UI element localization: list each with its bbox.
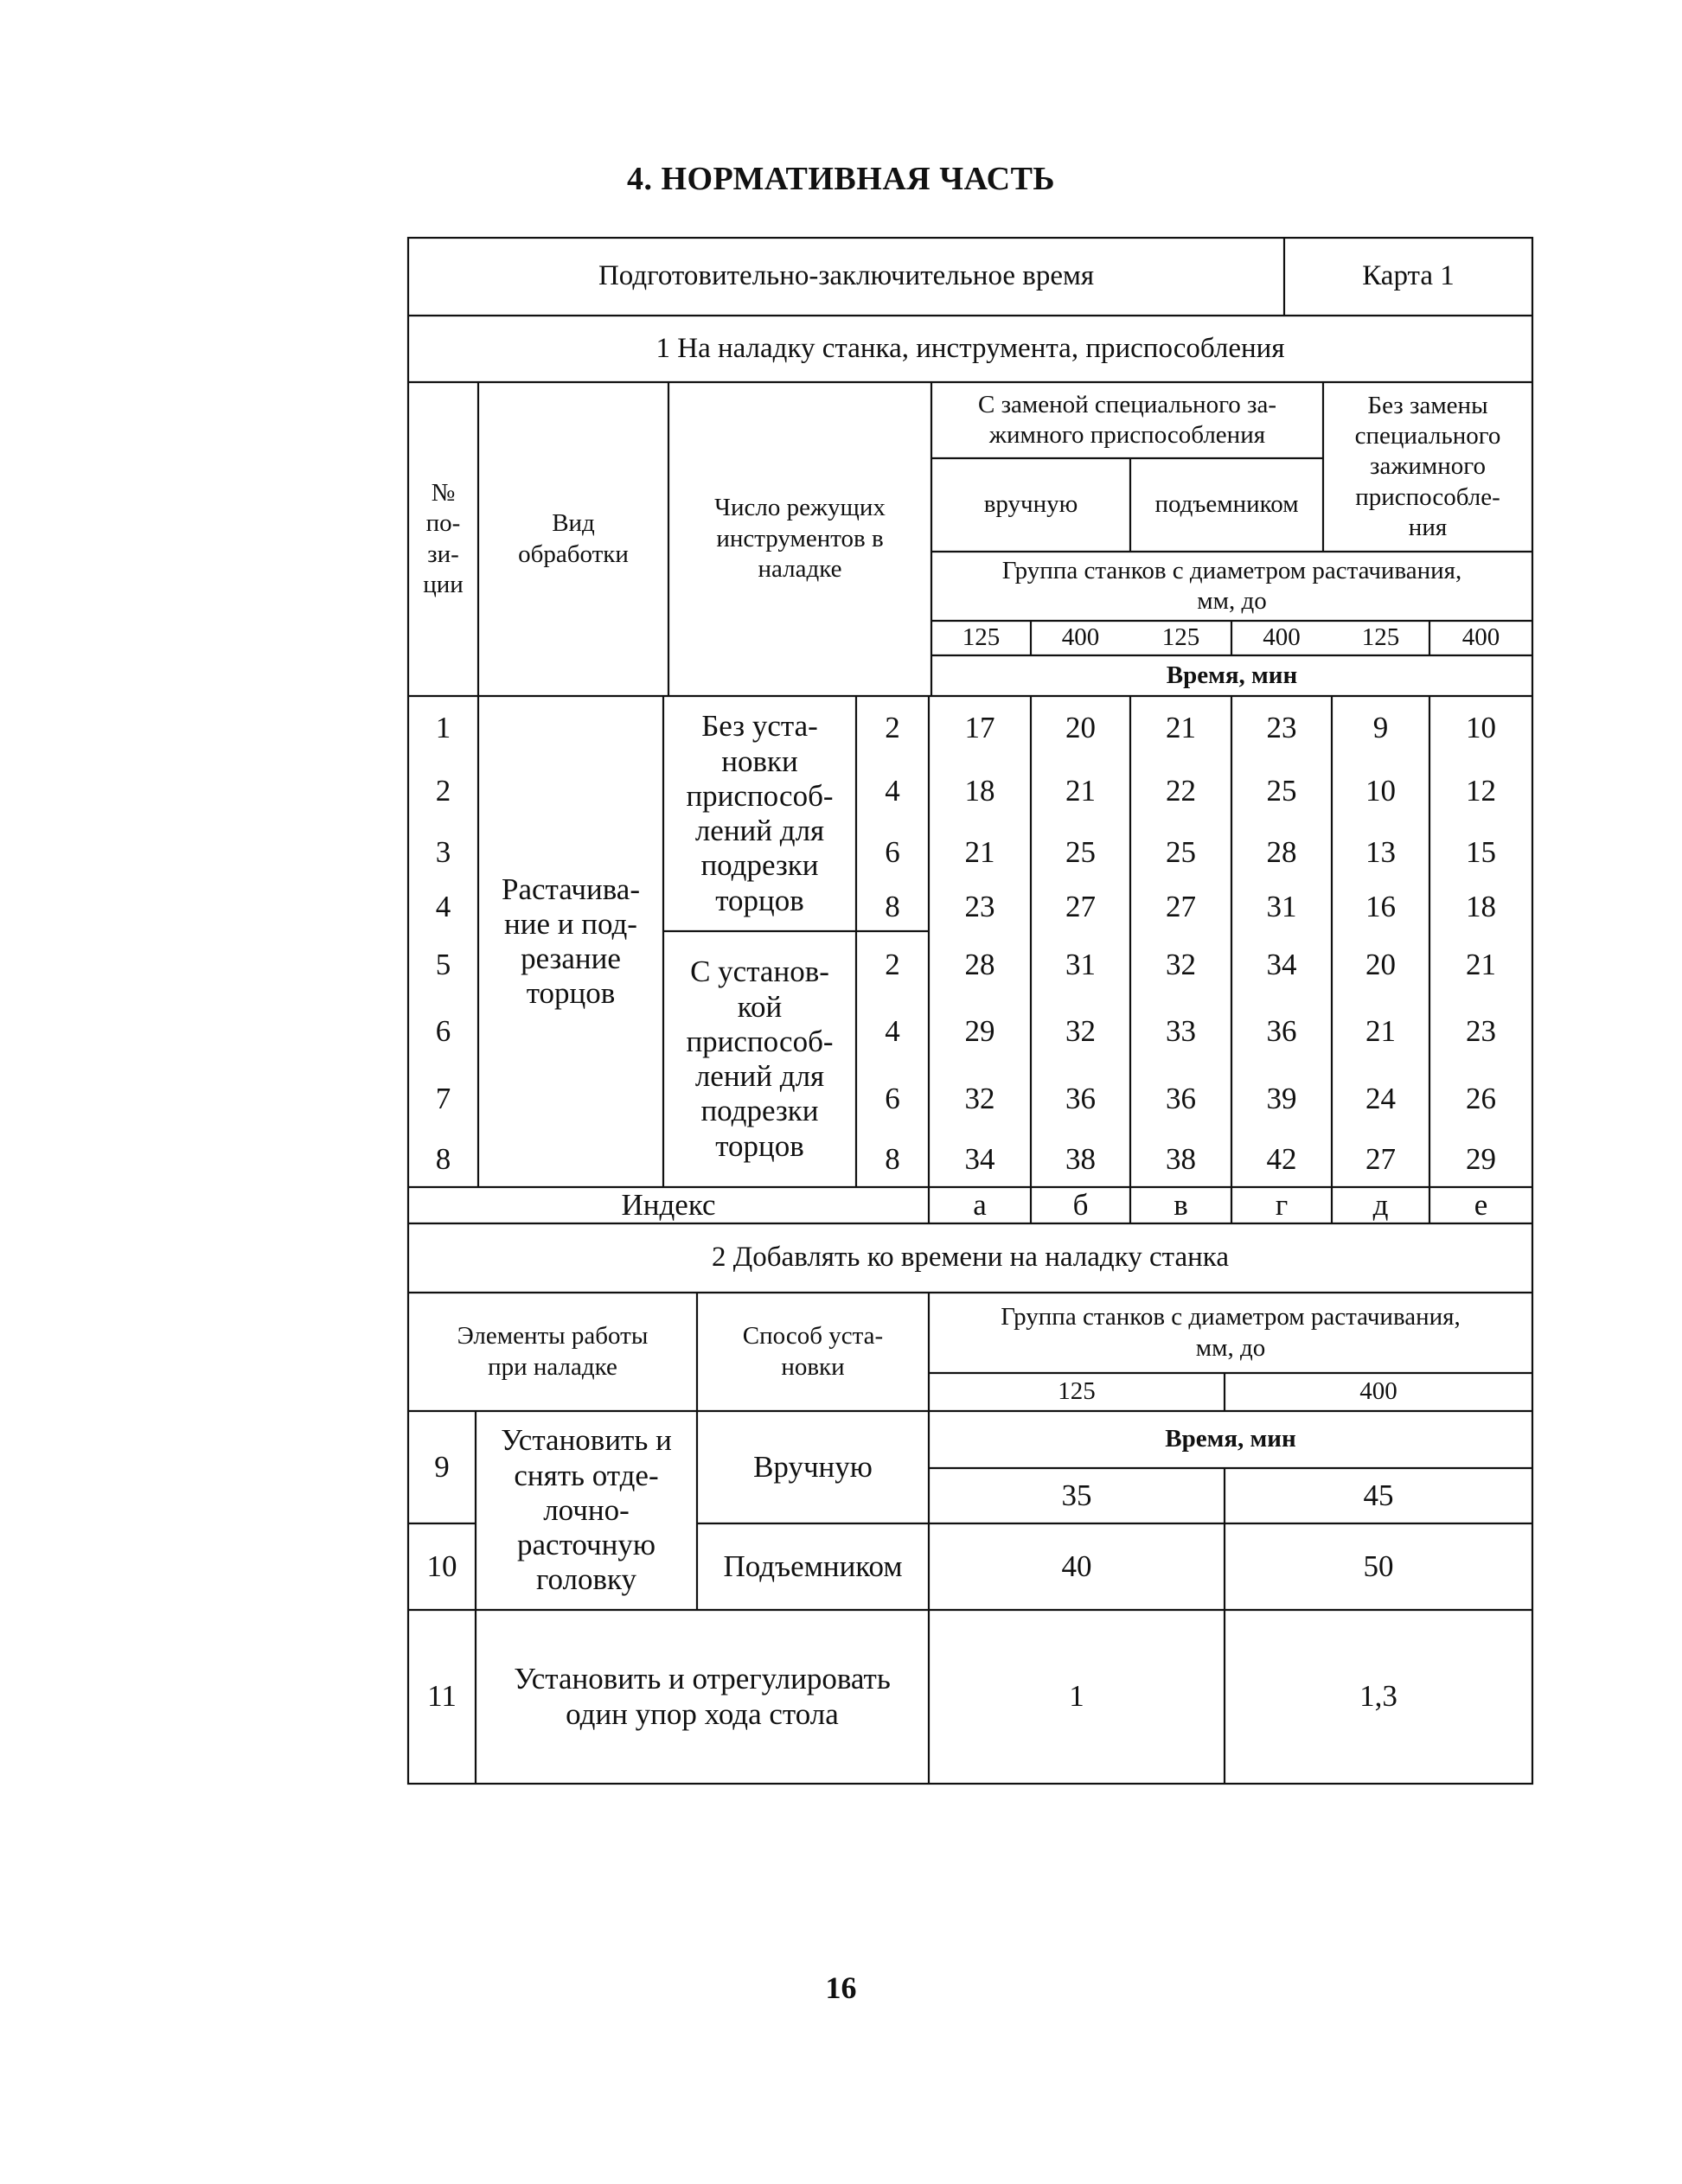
lifter-header: подъемником	[1154, 490, 1299, 519]
page-heading: 4. НОРМАТИВНАЯ ЧАСТЬ	[626, 161, 1056, 197]
element-stop-adjust: Установить и отрегулировать один упор хода стола	[514, 1662, 891, 1731]
diameter-header: 400	[1061, 623, 1100, 652]
row-tool-count: 4	[885, 773, 900, 808]
index-value: а	[973, 1187, 987, 1222]
time-cell: 23	[964, 890, 995, 924]
s2-machine-group-header: Группа станков с диаметром растачивания, мм, до	[1001, 1303, 1461, 1362]
time-cell: 36	[1266, 1014, 1297, 1049]
index-label: Индекс	[621, 1187, 716, 1222]
row-pos: 6	[435, 1014, 451, 1049]
time-cell: 25	[1166, 834, 1196, 869]
time-cell: 27	[1166, 890, 1196, 924]
method-header: Способ уста- новки	[742, 1322, 884, 1381]
time-cell: 32	[964, 1081, 995, 1115]
time-cell: 25	[1065, 834, 1096, 869]
row-tool-count: 6	[885, 1081, 900, 1115]
time-cell: 21	[1065, 773, 1096, 808]
time-cell: 32	[1166, 947, 1196, 981]
time-cell: 45	[1363, 1478, 1394, 1512]
time-cell: 29	[964, 1014, 995, 1049]
with-replacement-header: С заменой специального за- жимного приспособления	[978, 390, 1276, 449]
time-cell: 15	[1466, 834, 1496, 869]
row-pos: 3	[435, 834, 451, 869]
index-value: в	[1174, 1187, 1188, 1222]
time-cell: 18	[964, 773, 995, 808]
time-cell: 17	[964, 711, 995, 745]
time-cell: 20	[1065, 711, 1096, 745]
position-header: № по- зи- ции	[423, 478, 464, 598]
time-cell: 1	[1069, 1679, 1084, 1714]
time-cell: 10	[1365, 773, 1396, 808]
diameter-header: 400	[1263, 623, 1301, 652]
row-pos: 5	[435, 947, 451, 981]
group-with-fixtures: С установ- кой приспособ- лений для подрезки торцов	[686, 955, 834, 1163]
time-cell: 32	[1065, 1014, 1096, 1049]
elements-header: Элементы работы при наладке	[457, 1322, 649, 1381]
time-cell: 16	[1365, 890, 1396, 924]
element-boring-head: Установить и снять отде- лочно- расточную головку	[501, 1423, 672, 1597]
time-cell: 38	[1065, 1142, 1096, 1177]
time-cell: 1,3	[1359, 1679, 1397, 1714]
time-cell: 27	[1065, 890, 1096, 924]
time-cell: 18	[1466, 890, 1496, 924]
time-cell: 21	[1365, 1014, 1396, 1049]
time-cell: 21	[1466, 947, 1496, 981]
row-tool-count: 2	[885, 947, 900, 981]
card-title: Подготовительно-заключительное время	[598, 260, 1095, 292]
row-pos: 2	[435, 773, 451, 808]
time-cell: 21	[1166, 711, 1196, 745]
group-without-fixtures: Без уста- новки приспособ- лений для подрезки торцов	[686, 709, 834, 917]
row-pos: 10	[426, 1549, 457, 1583]
method-manual: Вручную	[753, 1449, 873, 1484]
s2-diameter-400: 400	[1359, 1377, 1397, 1406]
diameter-header: 125	[1161, 623, 1200, 652]
manual-header: вручную	[983, 490, 1078, 519]
row-pos: 4	[435, 890, 451, 924]
time-cell: 40	[1061, 1549, 1092, 1583]
work-type-value: Растачива- ние и под- резание торцов	[502, 872, 640, 1011]
time-cell: 42	[1266, 1142, 1297, 1177]
machine-group-header: Группа станков с диаметром растачивания, мм, до	[1001, 556, 1462, 615]
row-pos: 8	[435, 1142, 451, 1177]
time-cell: 36	[1166, 1081, 1196, 1115]
time-cell: 36	[1065, 1081, 1096, 1115]
index-value: г	[1275, 1187, 1289, 1222]
time-min-header: Время, мин	[1166, 661, 1298, 689]
time-cell: 23	[1266, 711, 1297, 745]
time-cell: 34	[1266, 947, 1297, 981]
page-number: 16	[825, 1970, 857, 2005]
section1-title: 1 На наладку станка, инструмента, приспособления	[656, 332, 1285, 364]
time-cell: 9	[1372, 711, 1389, 745]
time-cell: 25	[1266, 773, 1297, 808]
row-tool-count: 8	[885, 1142, 900, 1177]
method-lifter: Подъемником	[723, 1549, 903, 1583]
work-type-header: Вид обработки	[518, 509, 629, 568]
time-cell: 28	[964, 947, 995, 981]
time-cell: 35	[1061, 1478, 1092, 1512]
time-cell: 10	[1466, 711, 1496, 745]
time-cell: 24	[1365, 1081, 1396, 1115]
time-cell: 39	[1266, 1081, 1297, 1115]
time-cell: 29	[1466, 1142, 1496, 1177]
tool-count-header: Число режущих инструментов в наладке	[714, 494, 886, 584]
time-cell: 38	[1166, 1142, 1196, 1177]
index-value: е	[1474, 1187, 1488, 1222]
time-cell: 22	[1166, 773, 1196, 808]
diameter-header: 400	[1461, 623, 1500, 652]
time-cell: 26	[1466, 1081, 1496, 1115]
time-cell: 13	[1365, 834, 1396, 869]
s2-time-min-header: Время, мин	[1165, 1425, 1296, 1453]
time-cell: 34	[964, 1142, 995, 1177]
time-cell: 28	[1266, 834, 1297, 869]
index-value: д	[1372, 1187, 1389, 1222]
diameter-header: 125	[1361, 623, 1400, 652]
row-pos: 11	[427, 1679, 457, 1714]
time-cell: 12	[1466, 773, 1496, 808]
time-cell: 33	[1166, 1014, 1196, 1049]
without-replacement-header: Без замены специального зажимного приспособле- ния	[1354, 391, 1501, 542]
time-cell: 21	[964, 834, 995, 869]
s2-diameter-125: 125	[1058, 1377, 1096, 1406]
diameter-header: 125	[962, 623, 1001, 652]
time-cell: 31	[1266, 890, 1297, 924]
row-pos: 9	[434, 1449, 450, 1484]
time-cell: 50	[1363, 1549, 1394, 1583]
time-cell: 20	[1365, 947, 1396, 981]
row-pos: 7	[435, 1081, 451, 1115]
card-label: Карта 1	[1362, 260, 1455, 292]
time-cell: 31	[1065, 947, 1096, 981]
index-value: б	[1072, 1187, 1089, 1222]
row-tool-count: 8	[885, 890, 900, 924]
time-cell: 27	[1365, 1142, 1396, 1177]
section2-title: 2 Добавлять ко времени на наладку станка	[712, 1242, 1229, 1274]
row-tool-count: 2	[885, 711, 900, 745]
row-tool-count: 4	[885, 1014, 900, 1049]
row-pos: 1	[435, 711, 451, 745]
time-cell: 23	[1466, 1014, 1496, 1049]
row-tool-count: 6	[885, 834, 900, 869]
